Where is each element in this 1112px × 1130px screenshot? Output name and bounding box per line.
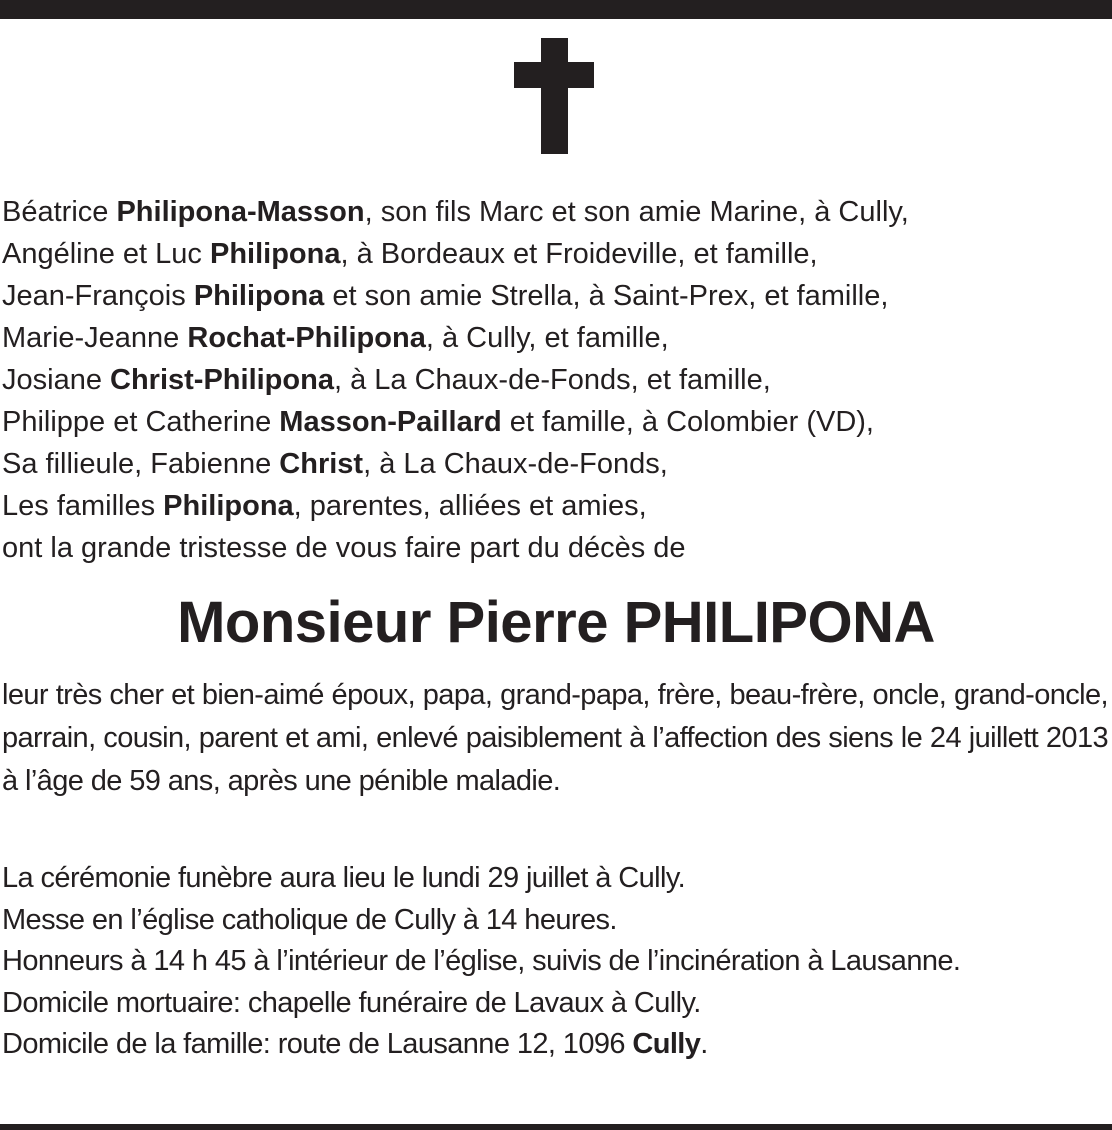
family-line: Philippe et Catherine Masson-Paillard et famille, à Colombier (VD), — [2, 406, 874, 438]
family-line: Les familles Philipona, parentes, alliées et amies, — [2, 490, 647, 522]
deceased-name: Monsieur Pierre PHILIPONA — [177, 590, 935, 655]
family-line: Angéline et Luc Philipona, à Bordeaux et Froideville, et famille, — [2, 238, 818, 270]
top-border-rule — [0, 0, 1112, 19]
family-surname: Christ — [279, 448, 364, 480]
honours-info: Honneurs à 14 h 45 à l’intérieur de l’église, suivis de l’incinération à Lausanne. — [2, 945, 961, 977]
deceased-description: leur très cher et bien-aimé époux, papa, grand-papa, frère, beau-frère, oncle, grand-oncle, parrain, cousin, parent et ami, enlevé paisiblement à l’affection des siens le 24 juillett 2013 à l’âge de 59 ans, après une pénible maladie. — [2, 679, 1108, 797]
family-home-info: Domicile de la famille: route de Lausanne 12, 1096 Cully. — [2, 1028, 708, 1060]
family-line: Josiane Christ-Philipona, à La Chaux-de-Fonds, et famille, — [2, 364, 771, 396]
family-surname: Philipona — [193, 280, 325, 312]
bottom-border-rule — [0, 1124, 1112, 1130]
family-surname: Philipona-Masson — [116, 196, 365, 228]
funeral-info: La cérémonie funèbre aura lieu le lundi 29 juillet à Cully. — [2, 862, 686, 894]
family-line: Jean-François Philipona et son amie Strella, à Saint-Prex, et famille, — [2, 280, 889, 312]
family-surname: Rochat-Philipona — [187, 322, 426, 354]
family-line: Béatrice Philipona-Masson, son fils Marc et son amie Marine, à Cully, — [2, 196, 909, 228]
mortuary-info: Domicile mortuaire: chapelle funéraire de Lavaux à Cully. — [2, 986, 701, 1019]
family-surname: Christ-Philipona — [110, 364, 334, 396]
family-line: Sa fillieule, Fabienne Christ, à La Chaux-de-Fonds, — [2, 448, 668, 480]
family-surname: Philipona — [209, 238, 341, 270]
announcement-line: ont la grande tristesse de vous faire part du décès de — [2, 532, 686, 564]
family-home-place: Cully — [632, 1028, 701, 1060]
cross-icon — [514, 38, 594, 154]
family-surname: Philipona — [163, 490, 294, 522]
family-line: Marie-Jeanne Rochat-Philipona, à Cully, et famille, — [2, 322, 669, 354]
family-list — [2, 191, 1110, 569]
family-surname: Masson-Paillard — [279, 406, 502, 438]
mass-info: Messe en l’église catholique de Cully à 14 heures. — [2, 903, 617, 936]
ceremony-info — [2, 858, 1108, 1066]
